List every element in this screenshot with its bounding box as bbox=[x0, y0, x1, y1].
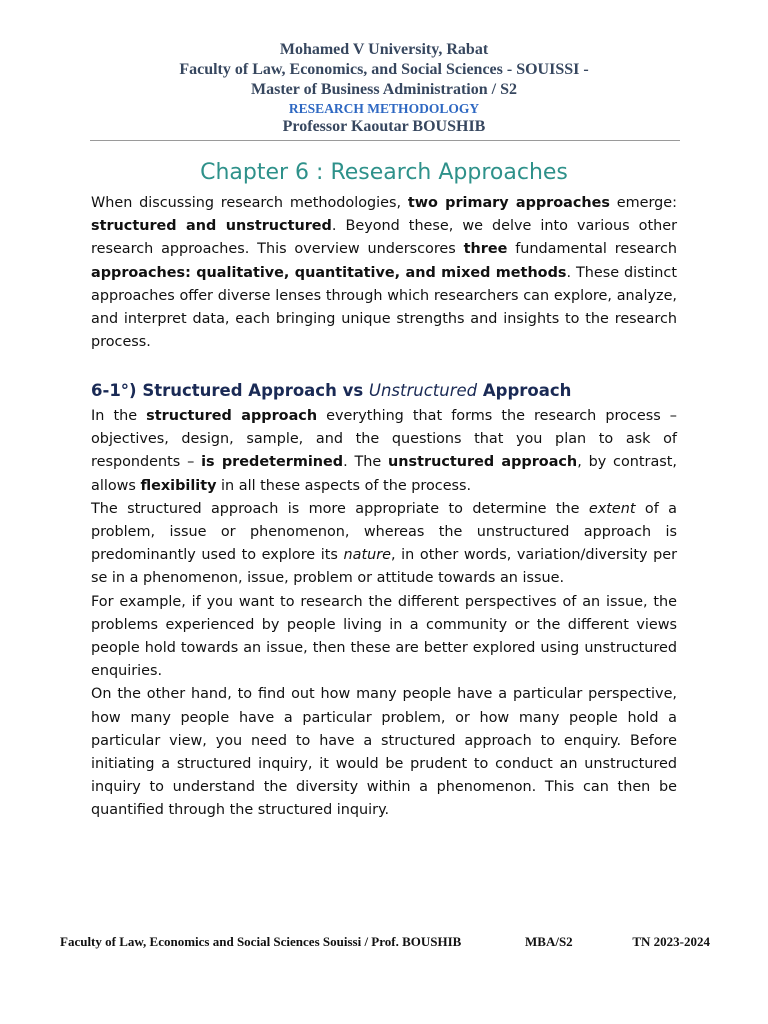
p2-italic-2: nature bbox=[343, 547, 391, 564]
p1-bold-3: unstructured approach bbox=[388, 454, 578, 471]
professor-name: Professor Kaoutar BOUSHIB bbox=[282, 118, 486, 135]
intro-paragraph bbox=[91, 192, 677, 354]
course-name: RESEARCH METHODOLOGY bbox=[288, 101, 480, 116]
section-title bbox=[91, 378, 677, 404]
intro-text-4: fundamental research bbox=[507, 241, 678, 258]
section-title-italic: Unstructured bbox=[368, 381, 478, 400]
footer-year: TN 2023-2024 bbox=[632, 934, 710, 949]
paragraph-extent-vs-nature bbox=[91, 498, 677, 591]
intro-text-3: . Beyond these, we delve into various other research approaches. This overview underscores bbox=[91, 218, 678, 258]
intro-bold-3: three bbox=[463, 241, 508, 258]
p1-bold-4: flexibility bbox=[140, 477, 217, 494]
document-header bbox=[90, 40, 678, 137]
p2-text-2: of a problem, issue or phenomenon, whereas the unstructured approach is predominantly used to explore its bbox=[91, 500, 677, 564]
p1-text-4: , by contrast, allows bbox=[91, 454, 677, 494]
p1-text-2: everything that forms the research process – objectives, design, sample, and the questions that you plan to ask of respondents – bbox=[91, 408, 677, 471]
faculty-name: Faculty of Law, Economics, and Social Sciences - SOUISSI - bbox=[179, 61, 589, 78]
p1-text-1: In the bbox=[91, 408, 147, 424]
section-title-prefix: 6-1°) Structured Approach vs bbox=[91, 381, 369, 400]
chapter-title: Chapter 6 : Research Approaches bbox=[200, 160, 568, 185]
header-divider bbox=[90, 140, 680, 141]
intro-text-2: emerge: bbox=[609, 195, 677, 211]
p2-text-3: , in other words, variation/diversity per se in a phenomenon, issue, problem or attitude towards an issue. bbox=[91, 547, 677, 587]
university-name: Mohamed V University, Rabat bbox=[279, 41, 489, 58]
intro-text-5: . These distinct approaches offer diverse lenses through which researchers can explore, analyze, and interpret data, each bringing unique strengths and insights to the research process. bbox=[91, 264, 677, 351]
paragraph-other-hand: On the other hand, to find out how many people have a particular perspective, how many people have a particular problem, or how many people hold a particular view, you need to have a structured approach to enquiry. Before initiating a structured inquiry, it would be prudent to conduct an unstructured inquiry to understand the diversity within a phenomenon. This can then be quantified through the structured inquiry. bbox=[91, 686, 677, 819]
intro-bold-4: approaches: qualitative, quantitative, and mixed methods bbox=[91, 264, 567, 281]
document-footer bbox=[60, 933, 710, 951]
paragraph-structured-definition bbox=[91, 405, 677, 498]
intro-bold-1: two primary approaches bbox=[407, 195, 610, 211]
paragraph-example: For example, if you want to research the different perspectives of an issue, the problems experienced by people living in a community or the different views people hold towards an issue, then these are better explored using unstructured enquiries. bbox=[91, 593, 677, 680]
section-title-suffix: Approach bbox=[477, 381, 572, 400]
p1-bold-1: structured approach bbox=[146, 408, 318, 424]
p2-italic-1: extent bbox=[588, 500, 636, 517]
p1-bold-2: is predetermined bbox=[201, 454, 344, 471]
footer-program: MBA/S2 bbox=[525, 934, 573, 949]
intro-bold-2: structured and unstructured bbox=[91, 218, 332, 235]
intro-text-1: When discussing research methodologies, bbox=[91, 195, 408, 211]
footer-faculty: Faculty of Law, Economics and Social Sciences Souissi / Prof. BOUSHIB bbox=[60, 934, 462, 949]
p1-text-3: . The bbox=[343, 454, 389, 471]
p2-text-1: The structured approach is more appropriate to determine the bbox=[91, 500, 589, 517]
p1-text-5: in all these aspects of the process. bbox=[216, 477, 472, 494]
program-name: Master of Business Administration / S2 bbox=[251, 81, 517, 98]
section-body bbox=[91, 405, 677, 823]
